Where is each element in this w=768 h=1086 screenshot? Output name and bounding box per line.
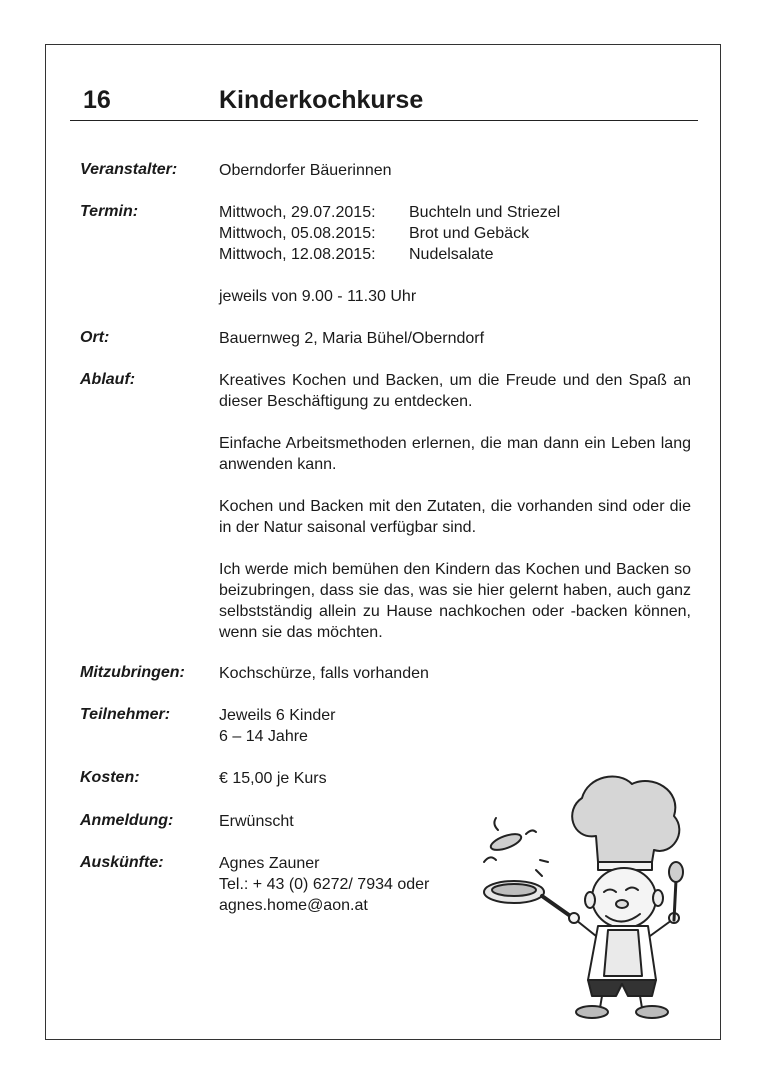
label-auskuenfte: Auskünfte:: [80, 854, 164, 871]
ablauf-paragraph: Kochen und Backen mit den Zutaten, die vorhanden sind oder die in der Natur saisonal verfügbar sind.: [219, 498, 691, 536]
chef-kid-with-pan-icon: [476, 770, 706, 1020]
termin-topic: Buchteln und Striezel: [409, 204, 561, 221]
page-title: Kinderkochkurse: [219, 86, 424, 114]
termin-date: Mittwoch, 29.07.2015:: [219, 204, 376, 221]
termin-topic: Nudelsalate: [409, 246, 494, 263]
ablauf-paragraph: Kreatives Kochen und Backen, um die Freude und den Spaß an dieser Beschäftigung zu entdecken.: [219, 372, 691, 410]
termin-topic: Brot und Gebäck: [409, 225, 530, 242]
page-number: 16: [83, 86, 111, 114]
value-auskuenfte: [219, 853, 429, 916]
label-anmeldung: Anmeldung:: [80, 812, 174, 829]
auskuenfte-email: agnes.home@aon.at: [219, 897, 368, 914]
termin-date: Mittwoch, 05.08.2015:: [219, 225, 376, 242]
value-mitzubringen: Kochschürze, falls vorhanden: [219, 665, 429, 682]
value-teilnehmer: [219, 705, 336, 747]
label-mitzubringen: Mitzubringen:: [80, 664, 185, 681]
ablauf-paragraph: Einfache Arbeitsmethoden erlernen, die man dann ein Leben lang anwenden kann.: [219, 435, 691, 473]
label-ablauf: Ablauf:: [80, 371, 136, 388]
termin-time: jeweils von 9.00 - 11.30 Uhr: [219, 288, 417, 305]
value-ort: Bauernweg 2, Maria Bühel/Oberndorf: [219, 330, 485, 347]
value-anmeldung: Erwünscht: [219, 813, 294, 830]
teilnehmer-line: 6 – 14 Jahre: [219, 728, 308, 745]
label-teilnehmer: Teilnehmer:: [80, 706, 171, 723]
label-termin: Termin:: [80, 203, 139, 220]
label-ort: Ort:: [80, 329, 110, 346]
termin-dates: [219, 202, 560, 265]
teilnehmer-line: Jeweils 6 Kinder: [219, 707, 336, 724]
auskuenfte-phone: Tel.: + 43 (0) 6272/ 7934 oder: [219, 876, 430, 893]
label-kosten: Kosten:: [80, 769, 140, 786]
termin-date: Mittwoch, 12.08.2015:: [219, 246, 376, 263]
termin-row: [219, 202, 560, 223]
ablauf-paragraph: Ich werde mich bemühen den Kindern das Kochen und Backen so beizubringen, dass sie das, was sie hier gelernt haben, auch ganz selbstständig allein zu Hause nachkochen oder -backen können, wenn sie das möchten.: [219, 561, 691, 641]
label-veranstalter: Veranstalter:: [80, 161, 178, 178]
auskuenfte-name: Agnes Zauner: [219, 855, 320, 872]
value-veranstalter: Oberndorfer Bäuerinnen: [219, 162, 392, 179]
value-kosten: € 15,00 je Kurs: [219, 770, 327, 787]
title-rule: [70, 120, 698, 121]
termin-row: [219, 244, 560, 265]
termin-row: [219, 223, 560, 244]
